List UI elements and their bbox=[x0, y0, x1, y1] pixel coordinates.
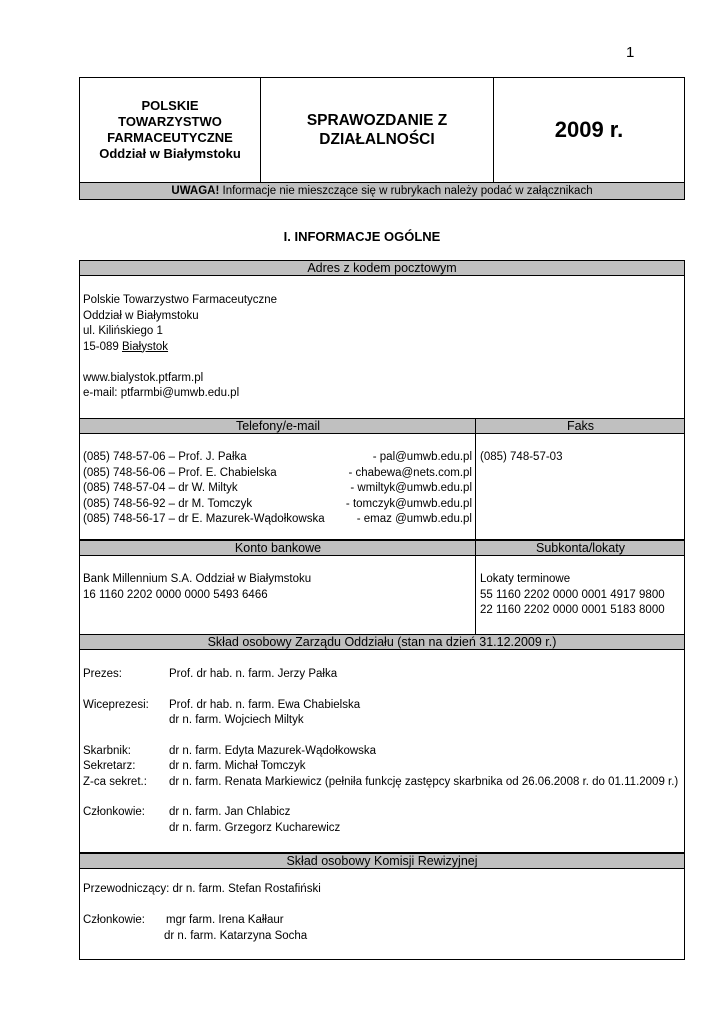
phone-entry: (085) 748-56-06 – Prof. E. Chabielska bbox=[83, 466, 277, 479]
phone-entry: (085) 748-56-17 – dr E. Mazurek-Wądołkowska bbox=[83, 513, 325, 525]
city: Białystok bbox=[122, 340, 169, 353]
email: e-mail: ptfarmbi@umwb.edu.pl bbox=[83, 387, 240, 399]
subaccount: 55 1160 2202 0000 0001 4917 9800 bbox=[480, 588, 665, 601]
bank-heading-bar bbox=[79, 540, 685, 556]
board-heading: Skład osobowy Zarządu Oddziału (stan na dzień 31.12.2009 r.) bbox=[79, 634, 685, 650]
phone-entry: (085) 748-56-92 – dr M. Tomczyk bbox=[83, 497, 253, 510]
phone-email: - emaz @umwb.edu.pl bbox=[356, 513, 472, 525]
subaccount: 22 1160 2202 0000 0001 5183 8000 bbox=[480, 604, 665, 616]
audit-member: mgr farm. Irena Kałłaur bbox=[166, 914, 284, 926]
column-divider bbox=[475, 540, 476, 635]
report-title bbox=[261, 78, 494, 183]
deputy-secretary-label: Z-ca sekret.: bbox=[83, 775, 147, 788]
vice-president: dr n. farm. Wojciech Miltyk bbox=[169, 714, 304, 726]
audit-member: dr n. farm. Katarzyna Socha bbox=[164, 929, 308, 942]
fax-heading: Faks bbox=[566, 419, 595, 433]
members-label: Członkowie: bbox=[83, 806, 145, 818]
address-line: Polskie Towarzystwo Farmaceutyczne bbox=[83, 294, 278, 306]
vice-president: Prof. dr hab. n. farm. Ewa Chabielska bbox=[169, 698, 361, 711]
vice-presidents-label: Wiceprezesi: bbox=[83, 698, 149, 711]
secretary-label: Sekretarz: bbox=[83, 760, 136, 772]
phone-email: - wmiltyk@umwb.edu.pl bbox=[350, 482, 472, 494]
title-line: DZIAŁALNOŚCI bbox=[319, 131, 435, 148]
section-title: I. INFORMACJE OGÓLNE bbox=[283, 229, 441, 244]
treasurer-label: Skarbnik: bbox=[83, 744, 131, 757]
page-number: 1 bbox=[626, 44, 635, 61]
org-line: TOWARZYSTWO bbox=[118, 114, 222, 129]
phone-email: - chabewa@nets.com.pl bbox=[348, 466, 472, 479]
website: www.bialystok.ptfarm.pl bbox=[83, 371, 204, 384]
postal-code: 15-089 bbox=[83, 340, 123, 353]
phone-entry: (085) 748-57-06 – Prof. J. Pałka bbox=[83, 451, 247, 463]
subaccounts-heading: Subkonta/lokaty bbox=[536, 541, 625, 555]
contacts-heading-bar bbox=[79, 418, 685, 434]
phones-heading: Telefony/e-mail bbox=[235, 419, 321, 433]
address-heading: Adres z kodem pocztowym bbox=[79, 260, 685, 276]
address-line: ul. Kilińskiego 1 bbox=[83, 325, 163, 337]
bank-name: Bank Millennium S.A. Oddział w Białymstoku bbox=[83, 573, 312, 585]
fax-number: (085) 748-57-03 bbox=[480, 451, 563, 463]
title-line: SPRAWOZDANIE Z bbox=[306, 112, 448, 129]
notice-label: UWAGA! bbox=[171, 185, 220, 197]
deputy-secretary: dr n. farm. Renata Markiewicz (pełniła funkcję zastępcy skarbnika od 26.06.2008 r. do 01.11.2009 r.) bbox=[169, 775, 679, 788]
organization-name bbox=[80, 78, 261, 183]
org-line: Oddział w Białymstoku bbox=[99, 146, 241, 161]
subaccount-label: Lokaty terminowe bbox=[480, 573, 571, 585]
report-header bbox=[79, 77, 685, 200]
notice-row bbox=[80, 183, 685, 200]
notice-text: Informacje nie mieszczące się w rubrykach należy podać w załącznikach bbox=[219, 185, 593, 197]
bank-heading: Konto bankowe bbox=[234, 541, 322, 555]
audit-heading: Skład osobowy Komisji Rewizyjnej bbox=[79, 853, 685, 869]
treasurer: dr n. farm. Edyta Mazurek-Wądołkowska bbox=[169, 744, 377, 757]
board-member: dr n. farm. Jan Chlabicz bbox=[169, 806, 291, 818]
org-line: FARMACEUTYCZNE bbox=[107, 130, 233, 145]
audit-chair: Przewodniczący: dr n. farm. Stefan Rostafiński bbox=[83, 883, 321, 895]
secretary: dr n. farm. Michał Tomczyk bbox=[169, 760, 306, 772]
president: Prof. dr hab. n. farm. Jerzy Pałka bbox=[169, 668, 338, 680]
board-member: dr n. farm. Grzegorz Kucharewicz bbox=[169, 821, 341, 834]
audit-members-label: Członkowie: bbox=[83, 914, 145, 926]
column-divider bbox=[475, 418, 476, 540]
org-line: POLSKIE bbox=[141, 98, 199, 113]
phone-email: - tomczyk@umwb.edu.pl bbox=[345, 497, 472, 510]
address-postal-line bbox=[83, 340, 168, 356]
bank-account: 16 1160 2202 0000 0000 5493 6466 bbox=[83, 588, 268, 601]
report-year: 2009 r. bbox=[494, 78, 685, 183]
phone-email: - pal@umwb.edu.pl bbox=[372, 451, 472, 463]
address-line: Oddział w Białymstoku bbox=[83, 309, 199, 322]
phone-entry: (085) 748-57-04 – dr W. Miltyk bbox=[83, 482, 238, 494]
president-label: Prezes: bbox=[83, 668, 122, 680]
